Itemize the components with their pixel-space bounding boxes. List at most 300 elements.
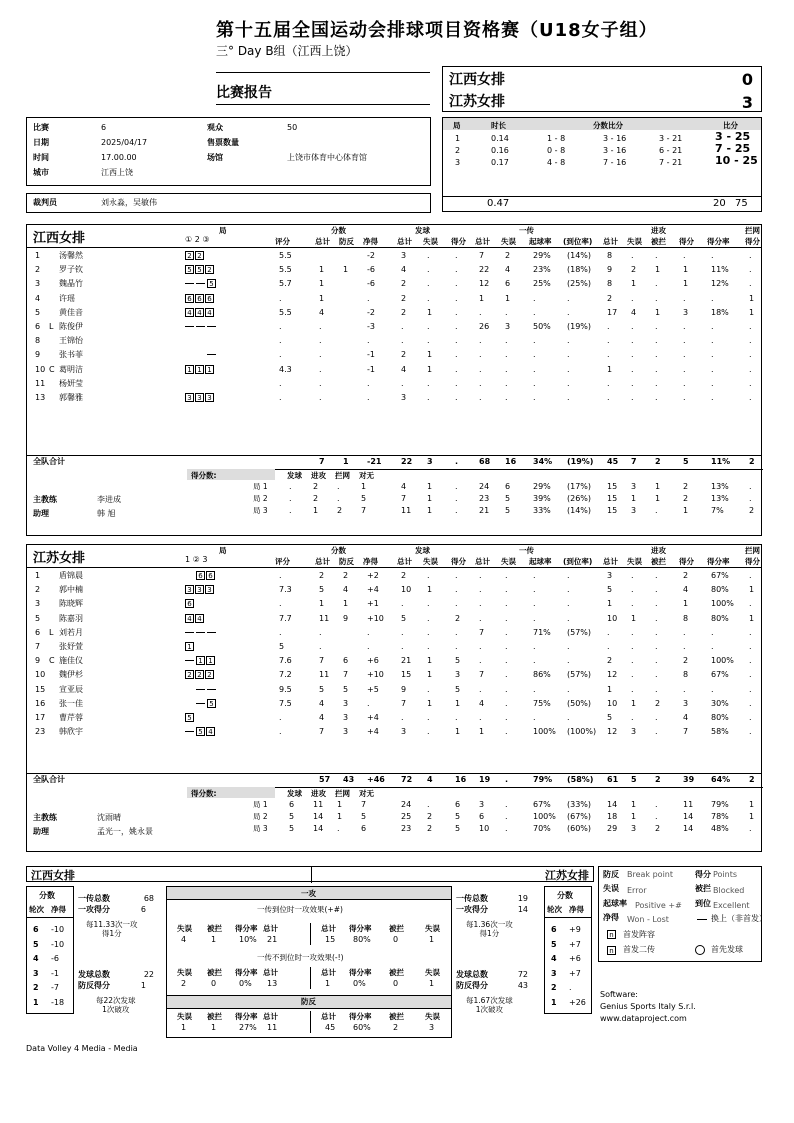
- player-row: [27, 251, 761, 263]
- stat-a_tot: 2: [607, 293, 613, 303]
- value-3: 21: [267, 935, 278, 944]
- set-row-r_tot: 24: [479, 482, 490, 491]
- srv-note-a: 每22次发球 1次破攻: [96, 996, 136, 1014]
- stat-s_err: .: [427, 279, 430, 289]
- attack-header: 进攻: [651, 546, 666, 555]
- stat-r_tot: .: [479, 642, 482, 651]
- assistant-name: 孟光一，姚永景: [97, 827, 153, 836]
- stat-a_err: .: [631, 378, 634, 388]
- player-name: 葛明洁: [59, 364, 83, 374]
- player-row: [27, 699, 761, 711]
- attack-header: 进攻: [651, 226, 666, 235]
- set-row-b_pts: 1: [749, 812, 755, 821]
- col-header-5: 得分率: [349, 924, 372, 933]
- stat-wl: +1: [367, 599, 379, 609]
- stat-a_pts: 1: [683, 279, 689, 289]
- stat-vote: 5.5: [279, 251, 292, 260]
- set-row-s_tot: 25: [401, 812, 412, 821]
- stat-s_err: 1: [427, 670, 433, 680]
- stat-b_pts: .: [749, 642, 752, 651]
- rotation-net: +26: [569, 997, 586, 1007]
- set-row-a_tot: 15: [607, 506, 618, 515]
- stat-a_tot: .: [607, 627, 610, 637]
- starting-position: 6: [205, 294, 214, 303]
- match-time: 17.00.00: [101, 153, 137, 162]
- stat-vote: 7.6: [279, 656, 292, 666]
- stat-s_err: .: [427, 727, 430, 737]
- stat-a_blo: .: [655, 684, 658, 694]
- total-r_tot: 68: [479, 457, 491, 466]
- stat-bp: 6: [343, 656, 349, 666]
- rotation-net: +7: [569, 968, 581, 978]
- player-name: 郭馨雅: [59, 393, 83, 402]
- starting-position: 5: [207, 279, 216, 288]
- stat-a_err: .: [631, 585, 634, 595]
- stat-r_exc: .: [567, 336, 570, 346]
- stat-a_pts: 1: [683, 265, 689, 275]
- score-team-b: 江苏女排: [449, 94, 505, 110]
- report-heading: 比赛报告: [216, 85, 272, 101]
- total-bp: 43: [343, 775, 355, 784]
- legend-error: 失误: [603, 884, 619, 893]
- sub-mark: [196, 703, 205, 704]
- stat-a_pts: .: [683, 378, 686, 388]
- stat-s_err: .: [427, 393, 430, 402]
- stat-a_err: .: [631, 571, 634, 580]
- stat-s_err: 1: [427, 698, 433, 708]
- stat-bp: 3: [343, 713, 349, 722]
- player-sets: [185, 322, 218, 332]
- set-row-a_blo: .: [655, 506, 658, 515]
- stat-r_exc: .: [567, 350, 570, 360]
- player-number: 10: [35, 364, 46, 374]
- set-row-c1: 5: [289, 812, 295, 821]
- stat-r_pos: 100%: [533, 727, 556, 737]
- legend-net: 净得: [603, 913, 619, 922]
- rotation-number: 2: [551, 983, 557, 992]
- stat-a_pct: 80%: [711, 585, 729, 595]
- stat-vote: 7.2: [279, 670, 292, 680]
- player-sets: [185, 699, 217, 709]
- stat-wl: +4: [367, 727, 379, 737]
- rotation-net: -10: [51, 939, 65, 949]
- starting-position: 3: [195, 393, 204, 402]
- player-role: L: [49, 627, 54, 637]
- stat-a_blo: .: [655, 571, 658, 580]
- stat-r_exc: .: [567, 364, 570, 374]
- stat-s_pts: .: [455, 378, 458, 388]
- srv-note-b: 每1.67次发球 1次破攻: [466, 996, 513, 1014]
- player-sets: [185, 628, 218, 638]
- stat-s_pts: .: [455, 571, 458, 580]
- set-row-r_err: .: [505, 812, 508, 821]
- stat-tot: 4: [319, 307, 325, 317]
- stat-b_pts: .: [749, 571, 752, 580]
- starting-position: 6: [195, 294, 204, 303]
- stat-tot: 1: [319, 265, 325, 275]
- stat-s_tot: 5: [401, 613, 407, 623]
- stat-r_err: .: [505, 350, 508, 360]
- sub-mark: [196, 283, 205, 284]
- stat-a_err: .: [631, 670, 634, 680]
- stat-r_tot: 7: [479, 670, 485, 680]
- rec-note-a: 每11.33次一攻 得1分: [86, 920, 138, 938]
- legend-positive: 起球率: [603, 899, 627, 908]
- set-row-r_tot: 6: [479, 812, 485, 821]
- total-s_err: 3: [427, 457, 433, 466]
- stat-r_exc: .: [567, 642, 570, 651]
- stat-tot: 2: [319, 571, 325, 580]
- set-row-s_pts: .: [455, 494, 458, 503]
- stat-s_err: 1: [427, 307, 433, 317]
- total-s_err: 4: [427, 775, 433, 784]
- total-bp: 1: [343, 457, 349, 466]
- stat-a_err: .: [631, 393, 634, 402]
- col-header-2: 得分率: [235, 924, 258, 933]
- stat-wl: .: [367, 627, 370, 637]
- player-name: 宣亚辰: [59, 684, 83, 694]
- player-number: 5: [35, 307, 41, 317]
- stat-a_blo: .: [655, 713, 658, 722]
- stat-r_exc: (25%): [567, 279, 592, 289]
- stat-r_exc: (50%): [567, 698, 592, 708]
- sub-header-s_err: 失误: [423, 237, 438, 246]
- bp-b: 43: [517, 981, 528, 990]
- starting-position: 2: [185, 670, 194, 679]
- stat-r_tot: .: [479, 713, 482, 722]
- stat-a_blo: .: [655, 293, 658, 303]
- stat-r_err: 3: [505, 322, 511, 331]
- starting-position: 2: [195, 670, 204, 679]
- stat-s_tot: .: [401, 599, 404, 609]
- referees: 刘永淼，吴敏伟: [101, 198, 157, 207]
- stat-r_exc: .: [567, 307, 570, 317]
- stat-vote: .: [279, 571, 282, 580]
- stat-a_tot: 3: [607, 571, 613, 580]
- stat-a_err: .: [631, 364, 634, 374]
- net-header: 净得: [569, 905, 584, 914]
- stat-r_pos: 23%: [533, 265, 551, 275]
- stat-s_pts: .: [455, 364, 458, 374]
- stat-a_pct: .: [711, 322, 714, 331]
- col-header-1: 被拦: [207, 924, 222, 933]
- stat-a_err: .: [631, 293, 634, 303]
- mid-divider: [310, 1011, 311, 1033]
- player-sets: [185, 614, 205, 624]
- rotation-number: 6: [33, 925, 39, 934]
- sub-header-s_err: 失误: [423, 557, 438, 566]
- set-row-a_err: 3: [631, 506, 637, 515]
- stat-a_tot: .: [607, 350, 610, 360]
- total-s_tot: 22: [401, 457, 413, 466]
- total-a_err: 5: [631, 775, 637, 784]
- set-row-r_pos: 39%: [533, 494, 551, 503]
- player-row: [27, 642, 761, 654]
- value-4: 1: [325, 979, 331, 988]
- stat-r_exc: (14%): [567, 251, 592, 260]
- set-row-c3: .: [337, 494, 340, 503]
- assistant-name: 韩 旭: [97, 509, 116, 518]
- player-number: 1: [35, 571, 41, 580]
- mid-divider: [310, 967, 311, 989]
- player-number: 5: [35, 613, 41, 623]
- stat-a_pts: 2: [683, 571, 689, 580]
- rot-divider: [545, 917, 591, 918]
- team-a-stats: [26, 224, 762, 536]
- stat-a_pct: .: [711, 251, 714, 260]
- legend-bp: 防反: [603, 870, 619, 879]
- player-sets: [185, 642, 195, 652]
- sub-header-a_pct: 得分率: [707, 557, 730, 566]
- stat-s_pts: .: [455, 293, 458, 303]
- stat-a_blo: .: [655, 585, 658, 595]
- stat-a_pct: 11%: [711, 265, 729, 275]
- value-2: 0%: [239, 979, 252, 988]
- software-company: Genius Sports Italy S.r.l.: [600, 1002, 696, 1011]
- set-row-b_pts: 1: [749, 800, 755, 809]
- stat-b_pts: .: [749, 350, 752, 360]
- sub-mark: [207, 689, 216, 690]
- stat-r_err: .: [505, 713, 508, 722]
- summary-b: [456, 894, 540, 1014]
- stat-r_err: .: [505, 627, 508, 637]
- sub-mark: [185, 326, 194, 327]
- legend-first-serve: 首先发球: [711, 945, 743, 954]
- stat-wl: .: [367, 293, 370, 303]
- sets-header-score: 比分: [723, 121, 738, 130]
- coach-name: 李进成: [97, 495, 121, 504]
- stat-tot: .: [319, 378, 322, 388]
- legend-positive-en: Positive +#: [635, 901, 682, 910]
- set-row-c1: .: [289, 494, 292, 503]
- col-header-1: 被拦: [207, 1012, 222, 1021]
- player-number: 11: [35, 378, 46, 388]
- total-tot: 57: [319, 775, 331, 784]
- stat-s_pts: 3: [455, 670, 461, 680]
- value-3: 11: [267, 1023, 278, 1032]
- stat-r_exc: (18%): [567, 265, 592, 275]
- col-header-7: 失误: [425, 968, 440, 977]
- stat-a_blo: .: [655, 727, 658, 737]
- stat-s_tot: 15: [401, 670, 412, 680]
- set-row-c3: 1: [337, 800, 343, 809]
- rotation-number: 1: [33, 997, 39, 1007]
- player-name: 盾锦晨: [59, 571, 83, 580]
- stat-s_pts: .: [455, 336, 458, 346]
- stat-b_pts: 1: [749, 585, 755, 595]
- rec-total-a: 68: [143, 894, 154, 903]
- stat-a_pct: .: [711, 684, 714, 694]
- total-a_pts: 5: [683, 457, 689, 466]
- stat-s_tot: 2: [401, 293, 407, 303]
- set-duration: 0.14: [491, 134, 509, 143]
- set-row-s_tot: 24: [401, 800, 412, 809]
- stat-wl: -1: [367, 364, 375, 374]
- stat-r_tot: .: [479, 684, 482, 694]
- stat-r_exc: (57%): [567, 627, 592, 637]
- set-row-r_err: .: [505, 800, 508, 809]
- stat-a_pts: .: [683, 251, 686, 260]
- stat-a_pct: 30%: [711, 698, 729, 708]
- stat-a_tot: .: [607, 336, 610, 346]
- sideout-pts-label-a: 一攻得分: [78, 905, 110, 914]
- player-name: 张妤萱: [59, 642, 83, 651]
- rotation-net: -1: [51, 968, 59, 978]
- total-a_blo: 2: [655, 457, 661, 466]
- stat-vote: 4.3: [279, 364, 292, 374]
- set-row-a_tot: 14: [607, 800, 618, 809]
- player-name: 杨妍莹: [59, 378, 83, 388]
- value-6: 2: [393, 1023, 399, 1032]
- starting-position: 1: [206, 656, 215, 665]
- stat-a_err: .: [631, 627, 634, 637]
- pts-col-header: 对无: [359, 471, 374, 480]
- total-a_blo: 2: [655, 775, 661, 784]
- stat-s_pts: .: [455, 307, 458, 317]
- stat-a_pts: .: [683, 393, 686, 402]
- stat-a_tot: 5: [607, 585, 613, 595]
- set-row-r_exc: (26%): [567, 494, 592, 503]
- stat-wl: .: [367, 642, 370, 651]
- sub-header-r_pos: 起球率: [529, 557, 552, 566]
- sub-header-a_blo: 被拦: [651, 237, 666, 246]
- sub-header-b_pts: 得分: [745, 557, 760, 566]
- set-row-c2: 11: [313, 800, 324, 809]
- stat-a_pct: 67%: [711, 571, 729, 580]
- set-row-c3: .: [337, 824, 340, 833]
- total-label: 全队合计: [33, 457, 65, 466]
- value-0: 4: [181, 935, 187, 944]
- stat-r_err: .: [505, 364, 508, 374]
- set-row-s_pts: 5: [455, 812, 461, 821]
- set-row-r_exc: (14%): [567, 506, 592, 515]
- stat-s_tot: 3: [401, 251, 407, 260]
- stat-bp: 9: [343, 613, 349, 623]
- rotation-number: 2: [33, 983, 39, 992]
- set-row-r_exc: (67%): [567, 812, 592, 821]
- set-row-s_pts: 6: [455, 800, 461, 809]
- set-partial-1: 4 - 8: [547, 158, 566, 167]
- sub-header-s_pts: 得分: [451, 237, 466, 246]
- set-row-a_pct: 13%: [711, 482, 729, 491]
- score-team-a: 江西女排: [449, 72, 505, 88]
- stat-a_pct: .: [711, 293, 714, 303]
- match-date: 2025/04/17: [101, 138, 148, 147]
- total-wl: -21: [367, 457, 382, 466]
- set-row-s_pts: 5: [455, 824, 461, 833]
- stat-s_err: .: [427, 336, 430, 346]
- points-header: 分数: [331, 546, 346, 555]
- set-row-r_pos: 70%: [533, 824, 551, 833]
- total-wl: +46: [367, 775, 385, 784]
- set-row-c4: 6: [361, 824, 367, 833]
- stat-s_pts: .: [455, 350, 458, 360]
- total-a_tot: 61: [607, 775, 619, 784]
- rotation-net: .: [569, 983, 572, 992]
- stat-a_blo: .: [655, 642, 658, 651]
- set-row-r_pos: 33%: [533, 506, 551, 515]
- stat-a_blo: .: [655, 627, 658, 637]
- stat-a_blo: .: [655, 393, 658, 402]
- page-title: 第十五届全国运动会排球项目资格赛（U18女子组）: [216, 20, 658, 41]
- legend-net-en: Won - Lost: [627, 915, 669, 924]
- stat-vote: .: [279, 599, 282, 609]
- bp-header: 防反: [301, 997, 316, 1006]
- set-marks: 1 ② 3: [185, 555, 208, 564]
- value-0: 1: [181, 1023, 187, 1032]
- starting-position: 1: [195, 365, 204, 374]
- sideout-pts-b: 14: [517, 905, 528, 914]
- player-name: 施佳仪: [59, 656, 83, 666]
- total-r_pos: 79%: [533, 775, 553, 784]
- rotation-number: 6: [551, 925, 557, 934]
- stat-r_err: .: [505, 307, 508, 317]
- coach-label: 主教练: [33, 495, 57, 504]
- stat-vote: .: [279, 378, 282, 388]
- starting-position: 4: [205, 308, 214, 317]
- stat-vote: .: [279, 293, 282, 303]
- player-row: [27, 685, 761, 697]
- player-number: 3: [35, 599, 41, 609]
- player-sets: [185, 656, 216, 666]
- value-7: 1: [429, 979, 435, 988]
- player-sets: [185, 727, 216, 737]
- legend-blocked-en: Blocked: [713, 886, 745, 895]
- set-row-a_pts: 2: [683, 482, 689, 491]
- set-row-b_pts: 2: [749, 506, 755, 515]
- stat-wl: -2: [367, 251, 375, 260]
- stat-s_tot: .: [401, 642, 404, 651]
- starting-position: 6: [185, 294, 194, 303]
- stat-tot: .: [319, 393, 322, 402]
- stat-s_tot: .: [401, 713, 404, 722]
- stat-vote: 5: [279, 642, 285, 651]
- software-url[interactable]: www.dataproject.com: [600, 1014, 687, 1023]
- stat-r_err: .: [505, 378, 508, 388]
- stat-r_pos: 50%: [533, 322, 551, 331]
- stat-a_pct: 80%: [711, 713, 729, 722]
- sub-header-bp: 防反: [339, 557, 354, 566]
- stat-bp: 4: [343, 585, 349, 595]
- starting-position: 1: [196, 656, 205, 665]
- stat-wl: .: [367, 698, 370, 708]
- stat-r_pos: .: [533, 684, 536, 694]
- stat-r_tot: 1: [479, 293, 485, 303]
- pts-label: 得分数:: [191, 471, 217, 480]
- set-row-a_pct: 13%: [711, 494, 729, 503]
- set-row-r_err: 5: [505, 494, 511, 503]
- stat-tot: 1: [319, 599, 325, 609]
- player-name: 罗子钦: [59, 265, 83, 275]
- stat-a_blo: .: [655, 364, 658, 374]
- spectators: 50: [287, 123, 298, 132]
- block-header: 拦网: [745, 546, 760, 555]
- stat-a_tot: 2: [607, 656, 613, 666]
- set-row-c4: 5: [361, 812, 367, 821]
- stat-wl: +10: [367, 670, 384, 680]
- stat-r_pos: 25%: [533, 279, 551, 289]
- city: 江西上饶: [101, 168, 133, 177]
- stat-wl: .: [367, 378, 370, 388]
- assistant-label: 助理: [33, 827, 49, 836]
- set-row-c2: 14: [313, 824, 324, 833]
- stat-b_pts: 1: [749, 293, 755, 303]
- stat-r_pos: 75%: [533, 698, 551, 708]
- stat-a_pts: .: [683, 336, 686, 346]
- stat-r_tot: 26: [479, 322, 490, 331]
- total-label: 全队合计: [33, 775, 65, 784]
- set-row-c1: .: [289, 506, 292, 515]
